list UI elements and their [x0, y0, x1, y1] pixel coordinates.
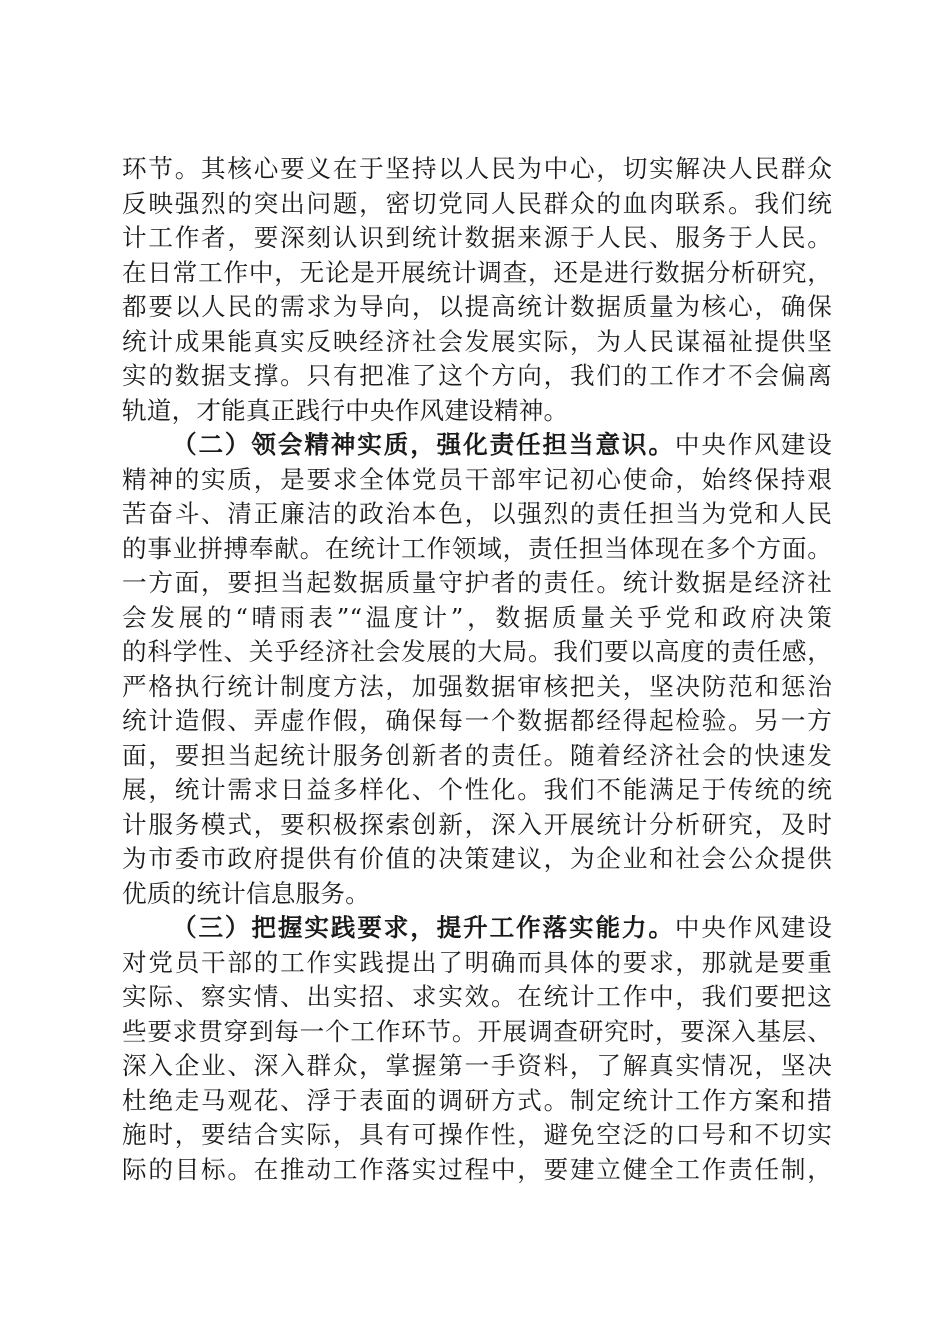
p3-line: 杜绝走马观花、浮于表面的调研方式。制定统计工作方案和措: [122, 1085, 832, 1115]
p2-line: 的事业拼搏奉献。在统计工作领域，责任担当体现在多个方面。: [122, 533, 832, 563]
p2-line: 面，要担当起统计服务创新者的责任。随着经济社会的快速发: [122, 740, 832, 770]
p2-line: 展，统计需求日益多样化、个性化。我们不能满足于传统的统: [122, 775, 832, 804]
p1-line: 反映强烈的突出问题，密切党同人民群众的血肉联系。我们统: [122, 188, 832, 218]
p1-line: 在日常工作中，无论是开展统计调查，还是进行数据分析研究，: [122, 257, 832, 287]
p1-line: 实的数据支撑。只有把准了这个方向，我们的工作才不会偏离: [122, 361, 832, 390]
p3-first-line: [122, 911, 832, 946]
p3-line: 些要求贯穿到每一个工作环节。开展调查研究时，要深入基层、: [122, 1016, 832, 1046]
p3-first-rest: 中央作风建设: [674, 913, 833, 942]
p2-line: 精神的实质，是要求全体党员干部牢记初心使命，始终保持艰: [122, 464, 832, 494]
p2-first-rest: 中央作风建设: [674, 430, 833, 459]
p1-line: 环节。其核心要义在于坚持以人民为中心，切实解决人民群众: [122, 154, 832, 183]
p2-line: 计服务模式，要积极探索创新，深入开展统计分析研究，及时: [122, 809, 832, 839]
p3-line: 对党员干部的工作实践提出了明确而具体的要求，那就是要重: [122, 947, 832, 977]
p2-line: 的科学性、关乎经济社会发展的大局。我们要以高度的责任感，: [122, 637, 832, 666]
p2-first-line: [122, 428, 832, 463]
p2-line: 为市委市政府提供有价值的决策建议，为企业和社会公众提供: [122, 844, 832, 873]
p2-line: 优质的统计信息服务。: [122, 878, 370, 908]
p1-line: 都要以人民的需求为导向，以提高统计数据质量为核心，确保: [122, 292, 832, 321]
p1-line: 计工作者，要深刻认识到统计数据来源于人民、服务于人民。: [122, 223, 832, 252]
p3-line: 实际、察实情、出实招、求实效。在统计工作中，我们要把这: [122, 982, 832, 1011]
section-heading-3: （三）把握实践要求，提升工作落实能力。: [172, 913, 675, 942]
p2-line: 一方面，要担当起数据质量守护者的责任。统计数据是经济社: [122, 568, 832, 597]
p3-line: 深入企业、深入群众，掌握第一手资料，了解真实情况，坚决: [122, 1051, 832, 1080]
p2-line: 严格执行统计制度方法，加强数据审核把关，坚决防范和惩治: [122, 671, 832, 701]
p2-line: 苦奋斗、清正廉洁的政治本色，以强烈的责任担当为党和人民: [122, 499, 832, 528]
p2-line: 会发展的“晴雨表”“温度计”，数据质量关乎党和政府决策: [122, 602, 832, 632]
section-heading-2: （二）领会精神实质，强化责任担当意识。: [172, 430, 675, 459]
p1-line: 统计成果能真实反映经济社会发展实际，为人民谋福祉提供坚: [122, 326, 832, 356]
p3-line: 施时，要结合实际，具有可操作性，避免空泛的口号和不切实: [122, 1120, 832, 1149]
body-text: [122, 152, 832, 1187]
p3-line: 际的目标。在推动工作落实过程中，要建立健全工作责任制，: [122, 1154, 832, 1184]
p2-line: 统计造假、弄虚作假，确保每一个数据都经得起检验。另一方: [122, 706, 832, 735]
p1-line: 轨道，才能真正践行中央作风建设精神。: [122, 395, 569, 425]
